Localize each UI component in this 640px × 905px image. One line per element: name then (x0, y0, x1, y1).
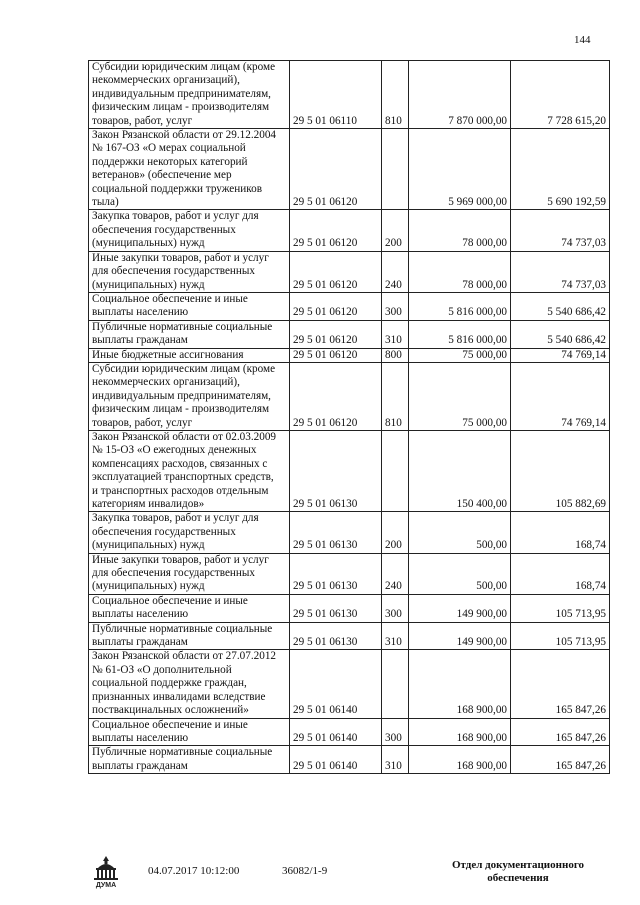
row-code-cell: 29 5 01 06110 (290, 61, 382, 129)
row-fact-cell: 165 847,26 (511, 718, 610, 746)
row-code-cell: 29 5 01 06120 (290, 362, 382, 430)
row-expense-type-cell: 310 (382, 622, 409, 650)
row-fact-cell: 168,74 (511, 553, 610, 594)
row-name-line: социальной поддержке граждан, (92, 677, 247, 690)
table-row (89, 320, 610, 348)
table-row (89, 61, 610, 129)
row-name-line: социальной поддержки тружеников (92, 182, 262, 195)
row-name-line: Субсидии юридическим лицам (кроме (92, 362, 276, 375)
row-plan-cell: 168 900,00 (409, 650, 511, 718)
row-name-line: Иные бюджетные ассигнования (92, 348, 244, 361)
row-name-line: Закон Рязанской области от 02.03.2009 (92, 430, 277, 443)
page-number: 144 (574, 34, 591, 46)
budget-table-body (89, 61, 610, 774)
footer-department-line: обеспечения (487, 872, 549, 884)
row-expense-type-cell: 310 (382, 746, 409, 774)
row-name-line: и транспортных расходов отдельным (92, 484, 269, 497)
row-plan-cell: 500,00 (409, 512, 511, 553)
row-name-cell (89, 718, 290, 746)
row-name-line: поддержки некоторых категорий (92, 155, 248, 168)
row-name-line: признанных инвалидами вследствие (92, 690, 266, 703)
row-name-line: товаров, работ, услуг (92, 416, 193, 429)
row-name-cell (89, 210, 290, 251)
row-plan-cell: 5 816 000,00 (409, 292, 511, 320)
row-code-cell: 29 5 01 06130 (290, 430, 382, 511)
row-name-line: Иные закупки товаров, работ и услуг (92, 553, 269, 566)
row-name-line: Публичные нормативные социальные (92, 622, 273, 635)
row-name-line: компенсациях расходов, связанных с (92, 457, 268, 470)
row-name-line: поствакцинальных осложнений» (92, 704, 249, 717)
row-name-line: (муниципальных) нужд (92, 539, 205, 552)
row-name-cell (89, 746, 290, 774)
table-row (89, 650, 610, 718)
row-name-line: обеспечения государственных (92, 223, 236, 236)
row-expense-type-cell: 800 (382, 348, 409, 362)
row-name-line: Публичные нормативные социальные (92, 320, 273, 333)
row-fact-cell: 5 540 686,42 (511, 320, 610, 348)
row-expense-type-cell: 200 (382, 210, 409, 251)
row-name-cell (89, 348, 290, 362)
row-name-line: для обеспечения государственных (92, 265, 256, 278)
footer-department-line: Отдел документационного (451, 859, 585, 871)
row-fact-cell: 165 847,26 (511, 746, 610, 774)
row-code-cell: 29 5 01 06120 (290, 292, 382, 320)
row-code-cell: 29 5 01 06140 (290, 718, 382, 746)
row-fact-cell: 74 737,03 (511, 210, 610, 251)
row-plan-cell: 150 400,00 (409, 430, 511, 511)
row-expense-type-cell: 240 (382, 553, 409, 594)
row-name-cell (89, 512, 290, 553)
row-expense-type-cell: 300 (382, 594, 409, 622)
row-code-cell: 29 5 01 06130 (290, 553, 382, 594)
row-plan-cell: 7 870 000,00 (409, 61, 511, 129)
row-name-line: выплаты населению (92, 306, 189, 319)
row-expense-type-cell: 810 (382, 362, 409, 430)
row-name-cell (89, 622, 290, 650)
row-name-line: выплаты гражданам (92, 759, 188, 772)
row-name-line: Социальное обеспечение и иные (92, 292, 248, 305)
row-name-line: Закупка товаров, работ и услуг для (92, 210, 259, 223)
row-name-line: Социальное обеспечение и иные (92, 718, 248, 731)
row-plan-cell: 500,00 (409, 553, 511, 594)
row-plan-cell: 5 969 000,00 (409, 129, 511, 210)
row-code-cell: 29 5 01 06120 (290, 210, 382, 251)
row-expense-type-cell: 200 (382, 512, 409, 553)
row-plan-cell: 78 000,00 (409, 251, 511, 292)
row-name-line: (муниципальных) нужд (92, 278, 205, 291)
row-fact-cell: 5 690 192,59 (511, 129, 610, 210)
row-code-cell: 29 5 01 06120 (290, 348, 382, 362)
row-name-cell (89, 650, 290, 718)
row-name-cell (89, 251, 290, 292)
table-row (89, 622, 610, 650)
row-code-cell: 29 5 01 06130 (290, 512, 382, 553)
table-row (89, 553, 610, 594)
row-plan-cell: 168 900,00 (409, 718, 511, 746)
duma-building-icon (89, 855, 123, 889)
table-row (89, 746, 610, 774)
row-name-cell (89, 292, 290, 320)
table-row (89, 594, 610, 622)
row-name-line: Закон Рязанской области от 29.12.2004 (92, 129, 277, 142)
row-plan-cell: 149 900,00 (409, 594, 511, 622)
row-expense-type-cell: 810 (382, 61, 409, 129)
row-fact-cell: 168,74 (511, 512, 610, 553)
row-plan-cell: 149 900,00 (409, 622, 511, 650)
row-plan-cell: 75 000,00 (409, 362, 511, 430)
row-name-line: ветеранов» (обеспечение мер (92, 169, 232, 182)
table-row (89, 348, 610, 362)
row-name-line: Субсидии юридическим лицам (кроме (92, 61, 276, 73)
row-name-cell (89, 362, 290, 430)
row-name-line: некоммерческих организаций), (92, 376, 240, 389)
row-code-cell: 29 5 01 06140 (290, 650, 382, 718)
row-name-line: для обеспечения государственных (92, 567, 256, 580)
row-name-line: некоммерческих организаций), (92, 74, 240, 87)
row-name-line: товаров, работ, услуг (92, 114, 193, 127)
row-code-cell: 29 5 01 06120 (290, 129, 382, 210)
row-fact-cell: 74 769,14 (511, 362, 610, 430)
row-name-cell (89, 320, 290, 348)
row-name-cell (89, 594, 290, 622)
row-fact-cell: 5 540 686,42 (511, 292, 610, 320)
row-name-line: эксплуатацией транспортных средств, (92, 471, 274, 484)
row-name-line: выплаты гражданам (92, 334, 188, 347)
row-name-line: индивидуальным предпринимателям, (92, 389, 271, 402)
row-name-cell (89, 430, 290, 511)
footer-date: 04.07.2017 10:12:00 (148, 865, 240, 877)
row-name-line: выплаты населению (92, 731, 189, 744)
row-name-cell (89, 553, 290, 594)
table-row (89, 251, 610, 292)
row-plan-cell: 78 000,00 (409, 210, 511, 251)
table-row (89, 512, 610, 553)
row-fact-cell: 165 847,26 (511, 650, 610, 718)
budget-table (88, 60, 610, 774)
row-code-cell: 29 5 01 06130 (290, 622, 382, 650)
row-name-line: Публичные нормативные социальные (92, 746, 273, 759)
row-name-line: категориям инвалидов» (92, 498, 205, 510)
footer-department (428, 859, 608, 885)
footer-doc-number: 36082/1-9 (282, 865, 328, 877)
row-plan-cell: 5 816 000,00 (409, 320, 511, 348)
row-name-line: физическим лицам - производителям (92, 403, 270, 416)
row-name-line: № 61-ОЗ «О дополнительной (92, 663, 232, 676)
row-plan-cell: 75 000,00 (409, 348, 511, 362)
row-name-line: физическим лицам - производителям (92, 101, 270, 114)
row-code-cell: 29 5 01 06140 (290, 746, 382, 774)
table-row (89, 292, 610, 320)
table-row (89, 210, 610, 251)
table-row (89, 129, 610, 210)
row-name-line: Социальное обеспечение и иные (92, 594, 248, 607)
row-fact-cell: 7 728 615,20 (511, 61, 610, 129)
row-code-cell: 29 5 01 06120 (290, 320, 382, 348)
table-row (89, 718, 610, 746)
row-name-line: (муниципальных) нужд (92, 237, 205, 250)
row-name-line: Закон Рязанской области от 27.07.2012 (92, 650, 277, 663)
row-name-line: тыла) (92, 196, 119, 209)
row-expense-type-cell: 310 (382, 320, 409, 348)
row-expense-type-cell: 240 (382, 251, 409, 292)
row-code-cell: 29 5 01 06120 (290, 251, 382, 292)
table-row (89, 362, 610, 430)
row-expense-type-cell (382, 650, 409, 718)
row-expense-type-cell: 300 (382, 292, 409, 320)
row-fact-cell: 105 713,95 (511, 622, 610, 650)
row-fact-cell: 74 737,03 (511, 251, 610, 292)
row-name-line: Закупка товаров, работ и услуг для (92, 512, 259, 525)
row-name-line: обеспечения государственных (92, 525, 236, 538)
row-name-cell (89, 61, 290, 129)
row-fact-cell: 74 769,14 (511, 348, 610, 362)
row-fact-cell: 105 713,95 (511, 594, 610, 622)
row-expense-type-cell (382, 430, 409, 511)
row-name-line: (муниципальных) нужд (92, 580, 205, 593)
row-fact-cell: 105 882,69 (511, 430, 610, 511)
row-name-line: № 167-ОЗ «О мерах социальной (92, 142, 246, 155)
page-footer (0, 855, 640, 895)
row-expense-type-cell: 300 (382, 718, 409, 746)
row-expense-type-cell (382, 129, 409, 210)
table-row (89, 430, 610, 511)
row-name-line: Иные закупки товаров, работ и услуг (92, 251, 269, 264)
logo-text: ДУМА (95, 882, 117, 889)
row-plan-cell: 168 900,00 (409, 746, 511, 774)
row-name-cell (89, 129, 290, 210)
row-name-line: выплаты гражданам (92, 636, 188, 649)
row-name-line: выплаты населению (92, 608, 189, 621)
row-name-line: индивидуальным предпринимателям, (92, 87, 271, 100)
row-name-line: № 15-ОЗ «О ежегодных денежных (92, 444, 257, 457)
row-code-cell: 29 5 01 06130 (290, 594, 382, 622)
